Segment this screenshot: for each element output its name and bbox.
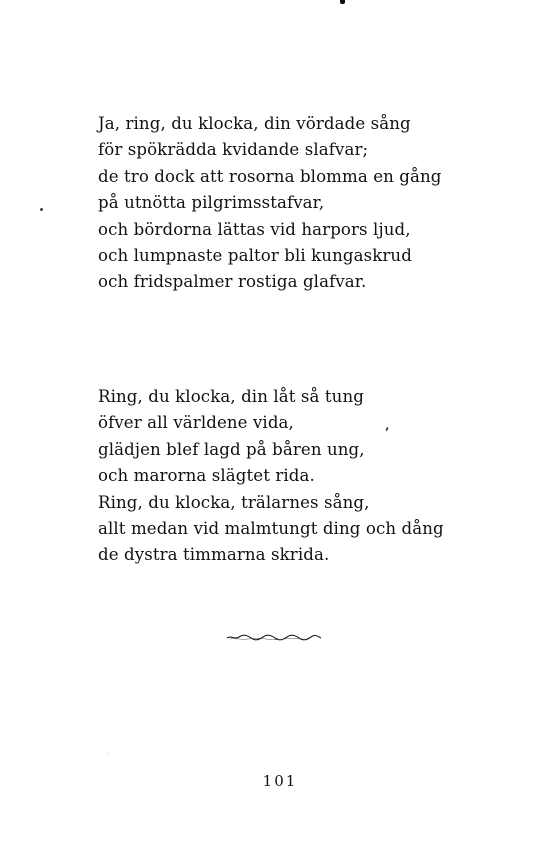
ink-speck: [108, 753, 109, 754]
poem-line: för spökrädda kvidande slafvar;: [98, 140, 369, 160]
poem-line: Ring, du klocka, din låt så tung: [98, 387, 364, 406]
poem-line: glädjen blef lagd på båren ung,: [98, 439, 365, 459]
poem-line: Ring, du klocka, trälarnes sång,: [98, 492, 370, 512]
poem-line: och marorna slägtet rida.: [98, 466, 315, 486]
stanza-1: [98, 111, 498, 296]
stanza-2: [98, 384, 498, 569]
ink-speck: [40, 208, 43, 211]
wavy-rule-ornament-icon: [226, 632, 322, 642]
poem-line: de tro dock att rosorna blomma en gång: [98, 166, 442, 186]
poem-line: Ja, ring, du klocka, din vördade sång: [98, 114, 411, 133]
poem-line: de dystra timmarna skrida.: [98, 545, 330, 565]
poem-line: på utnötta pilgrimsstafvar,: [98, 193, 325, 213]
page-number: 101: [262, 772, 298, 790]
poem-line: öfver all världene vida,: [98, 413, 294, 433]
poem-line: och lumpnaste paltor bli kungaskrud: [98, 246, 412, 266]
poem-line: och fridspalmer rostiga glafvar.: [98, 272, 367, 292]
poem-line: och bördorna lättas vid harpors ljud,: [98, 219, 411, 239]
top-ink-mark: [340, 0, 345, 4]
poem-line: allt medan vid malmtungt ding och dång: [98, 519, 444, 539]
